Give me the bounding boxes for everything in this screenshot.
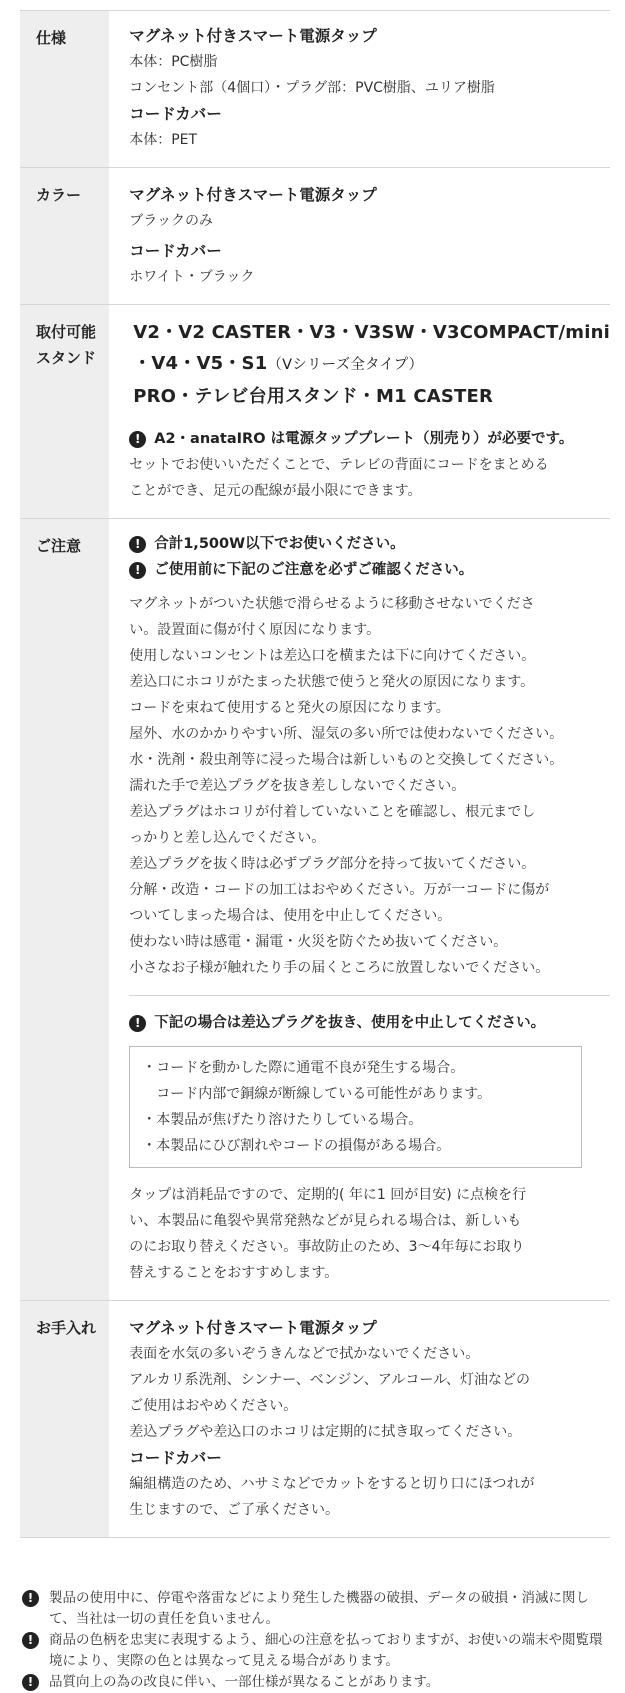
spec-line: 本体：PET <box>129 132 198 148</box>
spec-table <box>20 10 610 1538</box>
row-value <box>109 1301 610 1538</box>
care-line: 表面を水気の多いぞうきんなどで拭かないでください。 <box>129 1346 480 1362</box>
care-line: 差込プラグや差込口のホコリは定期的に拭き取ってください。 <box>129 1424 522 1440</box>
care-line: 編組構造のため、ハサミなどでカットをすると切り口にほつれが <box>129 1476 535 1492</box>
row-value <box>109 168 610 305</box>
exclamation-icon: ! <box>22 1590 39 1607</box>
confirm-alert <box>129 557 610 583</box>
stop-alert <box>129 1010 610 1036</box>
alert-text: A2・anataIRO は電源タッププレート（別売り）が必要です。 <box>154 431 574 447</box>
spec-line: コンセント部（4個口）・プラグ部：PVC樹脂、ユリア樹脂 <box>129 80 495 96</box>
exclamation-icon: ! <box>22 1674 39 1691</box>
caution-list <box>129 591 610 981</box>
row-value <box>109 11 610 168</box>
color-line: ホワイト・ブラック <box>129 269 255 285</box>
row-care <box>20 1301 610 1538</box>
replacement-line: 替えすることをおすすめします。 <box>129 1265 339 1281</box>
caution-line: 使用しないコンセントは差込口を横または下に向けてください。 <box>129 648 536 664</box>
caution-line: い。設置面に傷が付く原因になります。 <box>129 622 381 638</box>
caution-line: 屋外、水のかかりやすい所、湿気の多い所では使わないでください。 <box>129 726 564 742</box>
replacement-text <box>129 1182 610 1286</box>
product-heading: マグネット付きスマート電源タップ <box>129 27 377 45</box>
caution-line: 水・洗剤・殺虫剤等に浸った場合は新しいものと交換してください。 <box>129 752 564 768</box>
color-line: ブラックのみ <box>129 213 213 229</box>
caution-line: 差込プラグを抜く時は必ずプラグ部分を持って抜いてください。 <box>129 856 536 872</box>
exclamation-icon: ! <box>129 431 146 448</box>
caution-line: 濡れた手で差込プラグを抜き差ししないでください。 <box>129 778 466 794</box>
exclamation-icon: ! <box>129 562 146 579</box>
row-label <box>20 1301 109 1538</box>
row-label-text: スタンド <box>36 349 97 367</box>
row-label-text: 取付可能 <box>36 323 97 341</box>
care-line: ご使用はおやめください。 <box>129 1398 298 1414</box>
caution-line: 使わない時は感電・漏電・火災を防ぐため抜いてください。 <box>129 934 508 950</box>
product-heading: マグネット付きスマート電源タップ <box>129 1319 377 1337</box>
caution-line: 差込口にホコリがたまった状態で使うと発火の原因になります。 <box>129 674 535 690</box>
watt-alert <box>129 531 610 557</box>
condition-item: ・本製品にひび割れやコードの損傷がある場合。 <box>142 1138 451 1154</box>
row-label <box>20 305 109 519</box>
row-label-text: ご注意 <box>36 537 82 555</box>
row-label-text: カラー <box>36 186 82 204</box>
exclamation-icon: ! <box>129 536 146 553</box>
row-label-text: お手入れ <box>36 1319 97 1337</box>
caution-line: 分解・改造・コードの加工はおやめください。万が一コードに傷が <box>129 882 550 898</box>
caution-line: マグネットがついた状態で滑らせるように移動させないでくださ <box>129 596 535 612</box>
caution-line: コードを束ねて使用すると発火の原因になります。 <box>129 700 450 716</box>
row-color <box>20 168 610 305</box>
replacement-line: タップは消耗品ですので、定期的( 年に1 回が目安) に点検を行 <box>129 1187 527 1203</box>
stand-models-line: PRO・テレビ台用スタンド・M1 CASTER <box>133 386 494 407</box>
disclaimer-text: 品質向上の為の改良に伴い、一部仕様が異なることがあります。 <box>49 1674 440 1690</box>
care-line: アルカリ系洗剤、シンナー、ベンジン、アルコール、灯油などの <box>129 1372 530 1388</box>
cover-heading: コードカバー <box>129 105 222 123</box>
stand-models-line <box>129 348 610 381</box>
row-label <box>20 11 109 168</box>
condition-item: ・本製品が焦げたり溶けたりしている場合。 <box>142 1112 423 1128</box>
cover-heading: コードカバー <box>129 242 222 260</box>
replacement-line: のにお取り替えください。事故防止のため、3〜4年毎にお取り <box>129 1239 525 1255</box>
disclaimer-item <box>22 1588 612 1630</box>
alert-text: 下記の場合は差込プラグを抜き、使用を中止してください。 <box>154 1015 546 1031</box>
caution-line: っかりと差し込んでください。 <box>129 830 326 846</box>
stand-text: ことができ、足元の配線が最小限にできます。 <box>129 483 422 499</box>
plate-alert <box>129 426 610 452</box>
stand-text: セットでお使いいただくことで、テレビの背面にコードをまとめる <box>129 457 549 473</box>
row-stand <box>20 305 610 519</box>
disclaimer-notes <box>22 1588 612 1693</box>
replacement-line: い、本製品に亀裂や異常発熱などが見られる場合は、新しいも <box>129 1213 522 1229</box>
alert-text: ご使用前に下記のご注意を必ずご確認ください。 <box>154 562 474 578</box>
product-heading: マグネット付きスマート電源タップ <box>129 186 377 204</box>
alert-text: 合計1,500W以下でお使いください。 <box>154 536 405 552</box>
spec-line: 本体：PC樹脂 <box>129 54 218 70</box>
stand-models-note: （Vシリーズ全タイプ） <box>267 357 424 373</box>
row-value <box>109 305 610 519</box>
disclaimer-text: 製品の使用中に、停電や落雷などにより発生した機器の破損、データの破損・消滅に関して、当社は一切の責任を負いません。 <box>49 1590 589 1627</box>
stop-conditions-box <box>129 1046 582 1168</box>
divider <box>129 995 610 996</box>
care-line: 生じますので、ご了承ください。 <box>129 1502 339 1518</box>
exclamation-icon: ! <box>22 1632 39 1649</box>
row-spec <box>20 11 610 168</box>
stand-models-line: V2・V2 CASTER・V3・V3SW・V3COMPACT/mini <box>133 322 610 343</box>
row-label <box>20 168 109 305</box>
exclamation-icon: ! <box>129 1015 146 1032</box>
caution-line: 差込プラグはホコリが付着していないことを確認し、根元までし <box>129 804 536 820</box>
condition-item: コード内部で銅線が断線している可能性があります。 <box>156 1086 492 1102</box>
row-label <box>20 519 109 1301</box>
disclaimer-item <box>22 1630 612 1672</box>
cover-heading: コードカバー <box>129 1449 222 1467</box>
condition-item: ・コードを動かした際に通電不良が発生する場合。 <box>142 1060 465 1076</box>
caution-line: 小さなお子様が触れたり手の届くところに放置しないでください。 <box>129 960 550 976</box>
disclaimer-item <box>22 1672 612 1693</box>
row-value <box>109 519 610 1301</box>
stand-models: ・V4・V5・S1 <box>133 353 268 374</box>
row-label-text: 仕様 <box>36 29 67 47</box>
row-caution <box>20 519 610 1301</box>
caution-line: ついてしまった場合は、使用を中止してください。 <box>129 908 452 924</box>
disclaimer-text: 商品の色柄を忠実に表現するよう、細心の注意を払っておりますが、お使いの端末や閲覧環境により、実際の色とは異なって見える場合があります。 <box>49 1632 603 1669</box>
